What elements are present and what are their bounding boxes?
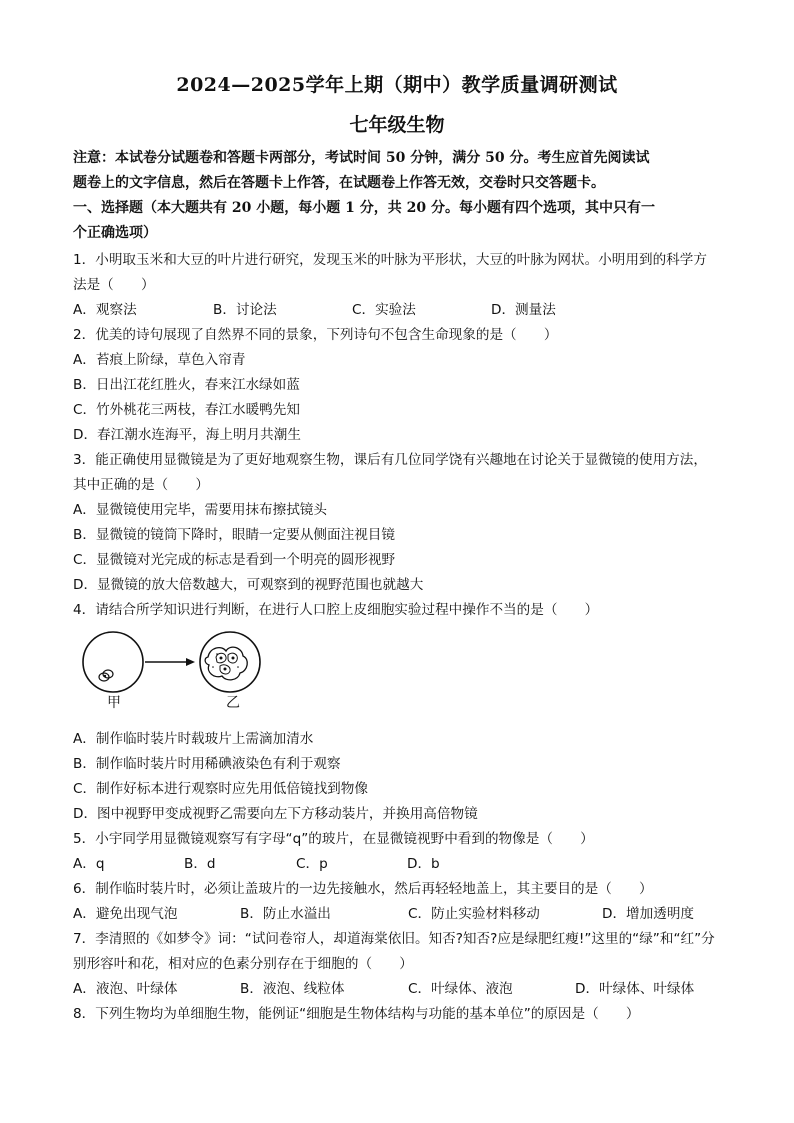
- q4-option-d: D．图中视野甲变成视野乙需要向左下方移动装片，并换用高倍物镜: [73, 806, 478, 822]
- q3-stem-line-2: 其中正确的是（ ）: [73, 477, 209, 493]
- q3-option-c: C．显微镜对光完成的标志是看到一个明亮的圆形视野: [73, 552, 396, 568]
- view-a-label: 甲: [107, 695, 121, 711]
- q2-option-d: D．春江潮水连海平，海上明月共潮生: [73, 427, 301, 443]
- q2-option-c: C．竹外桃花三两枝，春江水暖鸭先知: [73, 402, 300, 418]
- q2-option-a: A．苔痕上阶绿，草色入帘青: [73, 352, 246, 368]
- q1-option-b: B．讨论法: [213, 302, 277, 318]
- q6-option-d: D．增加透明度: [602, 906, 695, 922]
- q7-stem-line-1: 7．李清照的《如梦令》词：“试问卷帘人，却道海棠依旧。知否?知否?应是绿肥红瘦!”这里的“绿”和“红”分: [73, 931, 715, 947]
- view-a-circle: [83, 632, 143, 692]
- q3-option-d: D．显微镜的放大倍数越大，可观察到的视野范围也就越大: [73, 577, 424, 593]
- q8-stem: 8．下列生物均为单细胞生物，能例证“细胞是生物体结构与功能的基本单位”的原因是（ ）: [73, 1006, 640, 1022]
- q2-option-b: B．日出江花红胜火，春来江水绿如蓝: [73, 377, 300, 393]
- q6-option-a: A．避免出现气泡: [73, 906, 178, 922]
- notice-line-2: 题卷上的文字信息，然后在答题卡上作答，在试题卷上作答无效，交卷时只交答题卡。: [73, 175, 605, 191]
- q5-option-b: B．d: [184, 856, 216, 872]
- view-b-cells: [205, 647, 247, 680]
- view-b-label: 乙: [226, 695, 240, 711]
- section-heading-line-1: 一、选择题（本大题共有 20 小题，每小题 1 分，共 20 分。每小题有四个选项，其中只有一: [73, 200, 655, 216]
- section-heading-line-2: 个正确选项）: [73, 225, 157, 241]
- q1-option-c: C．实验法: [352, 302, 416, 318]
- q7-stem-line-2: 别形容叶和花，相对应的色素分别存在于细胞的（ ）: [73, 956, 413, 972]
- q7-option-b: B．液泡、线粒体: [240, 981, 345, 997]
- microscope-view-diagram: [80, 627, 280, 715]
- q6-stem: 6．制作临时装片时，必须让盖玻片的一边先接触水，然后再轻轻地盖上，其主要目的是（ ）: [73, 881, 653, 897]
- q7-option-c: C．叶绿体、液泡: [408, 981, 513, 997]
- q7-option-a: A．液泡、叶绿体: [73, 981, 178, 997]
- q1-stem-line-2: 法是（ ）: [73, 277, 155, 293]
- microscope-view-figure: [80, 627, 280, 715]
- q3-option-a: A．显微镜使用完毕，需要用抹布擦拭镜头: [73, 502, 327, 518]
- q3-option-b: B．显微镜的镜筒下降时，眼睛一定要从侧面注视目镜: [73, 527, 395, 543]
- q5-option-c: C．p: [296, 856, 328, 872]
- q5-option-a: A．q: [73, 856, 105, 872]
- q5-option-d: D．b: [407, 856, 440, 872]
- q6-option-b: B．防止水溢出: [240, 906, 331, 922]
- q1-option-a: A．观察法: [73, 302, 137, 318]
- q5-stem: 5．小宇同学用显微镜观察写有字母“q”的玻片，在显微镜视野中看到的物像是（ ）: [73, 831, 594, 847]
- q2-stem: 2．优美的诗句展现了自然界不同的景象，下列诗句不包含生命现象的是（ ）: [73, 327, 558, 343]
- notice-line-1: 注意：本试卷分试题卷和答题卡两部分，考试时间 50 分钟，满分 50 分。考生应首先阅读试: [73, 150, 650, 166]
- q1-stem-line-1: 1．小明取玉米和大豆的叶片进行研究，发现玉米的叶脉为平形状，大豆的叶脉为网状。小明用到的科学方: [73, 252, 707, 268]
- view-a-cells: [99, 670, 113, 681]
- q4-option-a: A．制作临时装片时载玻片上需滴加清水: [73, 731, 314, 747]
- q4-option-c: C．制作好标本进行观察时应先用低倍镜找到物像: [73, 781, 368, 797]
- q1-option-d: D．测量法: [491, 302, 556, 318]
- q7-option-d: D．叶绿体、叶绿体: [575, 981, 695, 997]
- q4-option-b: B．制作临时装片时用稀碘液染色有利于观察: [73, 756, 341, 772]
- exam-title: 2024—2025学年上期（期中）教学质量调研测试: [176, 74, 618, 96]
- q4-stem: 4．请结合所学知识进行判断，在进行人口腔上皮细胞实验过程中操作不当的是（ ）: [73, 602, 599, 618]
- q6-option-c: C．防止实验材料移动: [408, 906, 540, 922]
- arrow-head: [186, 658, 195, 666]
- q3-stem-line-1: 3．能正确使用显微镜是为了更好地观察生物，课后有几位同学饶有兴趣地在讨论关于显微镜的使用方法，: [73, 452, 707, 468]
- exam-subtitle: 七年级生物: [349, 114, 445, 136]
